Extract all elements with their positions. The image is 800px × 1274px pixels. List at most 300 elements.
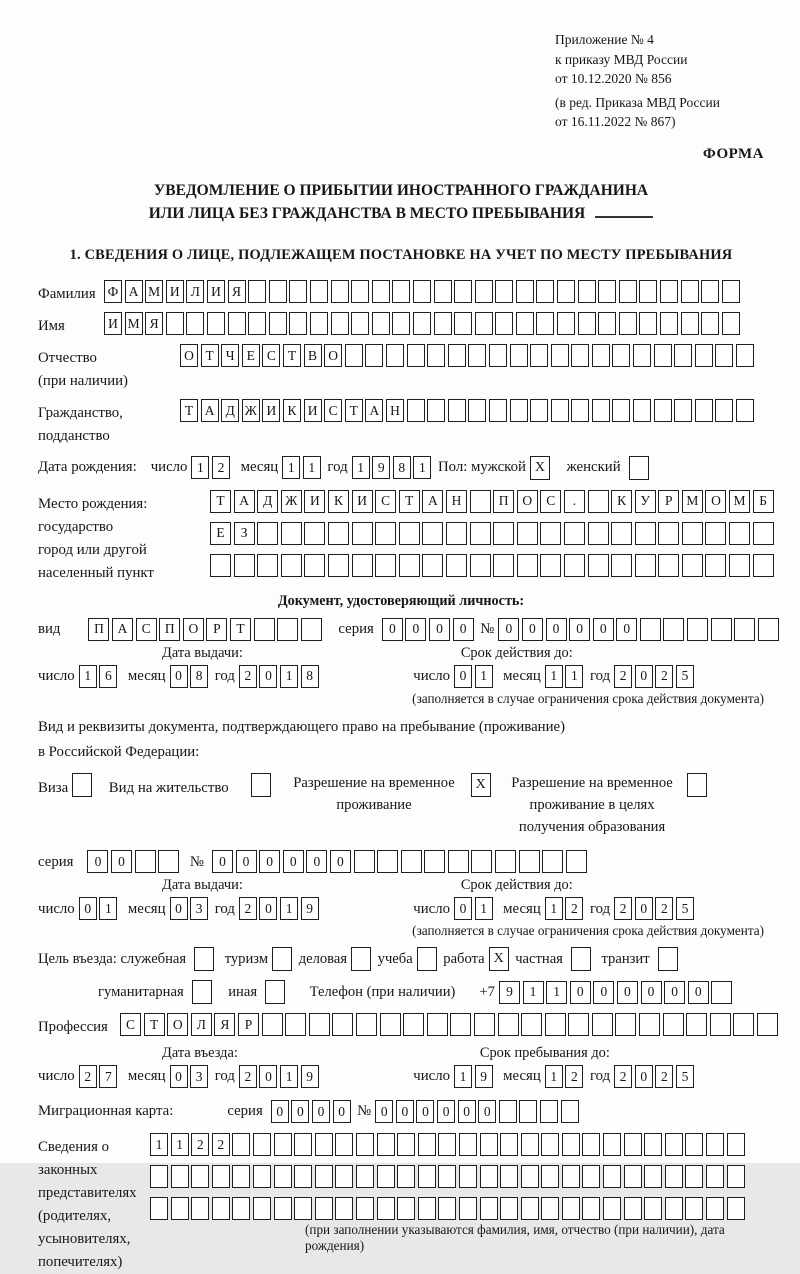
char-cell[interactable]	[232, 1133, 250, 1156]
char-cell[interactable]	[265, 980, 285, 1004]
char-cell[interactable]: 2	[614, 665, 632, 688]
char-cell[interactable]	[582, 1165, 600, 1188]
char-cell[interactable]	[253, 1133, 271, 1156]
char-cell[interactable]	[500, 1133, 518, 1156]
surname-field[interactable]	[104, 280, 742, 303]
humanitarian-checkbox[interactable]	[192, 980, 215, 1004]
char-cell[interactable]	[500, 1197, 518, 1220]
char-cell[interactable]: X	[530, 456, 550, 480]
char-cell[interactable]	[639, 312, 657, 335]
char-cell[interactable]: 0	[306, 850, 327, 873]
char-cell[interactable]: И	[304, 399, 322, 422]
char-cell[interactable]: 0	[170, 897, 188, 920]
char-cell[interactable]: Е	[242, 344, 260, 367]
char-cell[interactable]	[578, 312, 596, 335]
char-cell[interactable]: 2	[239, 897, 257, 920]
char-cell[interactable]: 2	[565, 897, 583, 920]
official-checkbox[interactable]	[194, 947, 217, 971]
char-cell[interactable]: 2	[212, 1133, 230, 1156]
char-cell[interactable]	[612, 399, 630, 422]
char-cell[interactable]: Ж	[281, 490, 302, 513]
char-cell[interactable]: 0	[522, 618, 543, 641]
char-cell[interactable]	[459, 1197, 477, 1220]
char-cell[interactable]	[251, 773, 271, 797]
char-cell[interactable]: А	[234, 490, 255, 513]
char-cell[interactable]	[186, 312, 204, 335]
char-cell[interactable]: 0	[312, 1100, 330, 1123]
char-cell[interactable]: 3	[190, 897, 208, 920]
char-cell[interactable]	[210, 554, 231, 577]
char-cell[interactable]	[736, 399, 754, 422]
stay-month-field[interactable]	[545, 1065, 586, 1088]
char-cell[interactable]: И	[207, 280, 225, 303]
char-cell[interactable]	[257, 554, 278, 577]
char-cell[interactable]	[695, 399, 713, 422]
char-cell[interactable]: П	[493, 490, 514, 513]
stay-year-field[interactable]	[614, 1065, 696, 1088]
char-cell[interactable]	[351, 312, 369, 335]
char-cell[interactable]	[407, 344, 425, 367]
char-cell[interactable]	[422, 522, 443, 545]
char-cell[interactable]: 5	[676, 897, 694, 920]
char-cell[interactable]	[715, 399, 733, 422]
visa-checkbox[interactable]	[72, 773, 95, 797]
char-cell[interactable]	[733, 1013, 754, 1036]
char-cell[interactable]: 1	[352, 456, 370, 479]
char-cell[interactable]	[438, 1133, 456, 1156]
private-checkbox[interactable]	[571, 947, 594, 971]
char-cell[interactable]	[448, 850, 469, 873]
char-cell[interactable]: 2	[239, 1065, 257, 1088]
char-cell[interactable]: X	[471, 773, 491, 797]
char-cell[interactable]	[582, 1197, 600, 1220]
doc-number-field[interactable]	[498, 618, 781, 641]
doc-valid-year-field[interactable]	[614, 665, 696, 688]
residence-permit-checkbox[interactable]	[251, 773, 274, 797]
char-cell[interactable]	[397, 1133, 415, 1156]
char-cell[interactable]: Я	[145, 312, 163, 335]
char-cell[interactable]	[166, 312, 184, 335]
char-cell[interactable]: 1	[150, 1133, 168, 1156]
char-cell[interactable]: Д	[221, 399, 239, 422]
char-cell[interactable]	[372, 280, 390, 303]
char-cell[interactable]	[592, 344, 610, 367]
char-cell[interactable]	[540, 1100, 558, 1123]
char-cell[interactable]: Н	[386, 399, 404, 422]
char-cell[interactable]: 0	[437, 1100, 455, 1123]
char-cell[interactable]	[413, 312, 431, 335]
char-cell[interactable]: М	[682, 490, 703, 513]
char-cell[interactable]: Ф	[104, 280, 122, 303]
char-cell[interactable]	[377, 1165, 395, 1188]
permit-number-field[interactable]	[212, 850, 590, 873]
char-cell[interactable]	[517, 522, 538, 545]
birthplace-field-row1[interactable]	[210, 490, 776, 513]
char-cell[interactable]	[639, 1013, 660, 1036]
char-cell[interactable]: К	[328, 490, 349, 513]
char-cell[interactable]: 0	[688, 981, 709, 1004]
char-cell[interactable]	[493, 522, 514, 545]
char-cell[interactable]	[571, 344, 589, 367]
char-cell[interactable]	[150, 1197, 168, 1220]
char-cell[interactable]	[470, 522, 491, 545]
char-cell[interactable]	[269, 312, 287, 335]
char-cell[interactable]	[685, 1165, 703, 1188]
birth-day-field[interactable]	[191, 456, 232, 479]
char-cell[interactable]	[248, 312, 266, 335]
doc-issue-year-field[interactable]	[239, 665, 321, 688]
char-cell[interactable]	[705, 554, 726, 577]
char-cell[interactable]	[665, 1133, 683, 1156]
char-cell[interactable]: Я	[228, 280, 246, 303]
char-cell[interactable]	[734, 618, 755, 641]
char-cell[interactable]	[315, 1133, 333, 1156]
char-cell[interactable]: 0	[635, 1065, 653, 1088]
char-cell[interactable]: 1	[280, 897, 298, 920]
char-cell[interactable]	[397, 1165, 415, 1188]
char-cell[interactable]	[521, 1013, 542, 1036]
char-cell[interactable]: 0	[498, 618, 519, 641]
char-cell[interactable]: Р	[238, 1013, 259, 1036]
char-cell[interactable]	[686, 1013, 707, 1036]
char-cell[interactable]	[592, 399, 610, 422]
entry-day-field[interactable]	[79, 1065, 120, 1088]
char-cell[interactable]: З	[234, 522, 255, 545]
char-cell[interactable]	[542, 850, 563, 873]
char-cell[interactable]	[701, 280, 719, 303]
char-cell[interactable]	[519, 1100, 537, 1123]
char-cell[interactable]	[644, 1133, 662, 1156]
char-cell[interactable]: П	[88, 618, 109, 641]
char-cell[interactable]	[729, 554, 750, 577]
char-cell[interactable]	[194, 947, 214, 971]
char-cell[interactable]: X	[489, 947, 509, 971]
char-cell[interactable]	[171, 1165, 189, 1188]
char-cell[interactable]: Е	[210, 522, 231, 545]
char-cell[interactable]: 0	[259, 1065, 277, 1088]
char-cell[interactable]	[568, 1013, 589, 1036]
char-cell[interactable]	[403, 1013, 424, 1036]
char-cell[interactable]	[665, 1197, 683, 1220]
char-cell[interactable]	[665, 1165, 683, 1188]
char-cell[interactable]: 0	[87, 850, 108, 873]
char-cell[interactable]	[399, 522, 420, 545]
char-cell[interactable]	[377, 1133, 395, 1156]
char-cell[interactable]	[711, 618, 732, 641]
char-cell[interactable]: 1	[523, 981, 544, 1004]
char-cell[interactable]: 1	[282, 456, 300, 479]
char-cell[interactable]: Т	[399, 490, 420, 513]
char-cell[interactable]	[722, 280, 740, 303]
char-cell[interactable]	[352, 554, 373, 577]
char-cell[interactable]: 2	[79, 1065, 97, 1088]
char-cell[interactable]: 1	[191, 456, 209, 479]
char-cell[interactable]: 0	[79, 897, 97, 920]
char-cell[interactable]: И	[352, 490, 373, 513]
char-cell[interactable]: А	[422, 490, 443, 513]
char-cell[interactable]	[356, 1165, 374, 1188]
study-checkbox[interactable]	[417, 947, 440, 971]
char-cell[interactable]: .	[564, 490, 585, 513]
char-cell[interactable]	[624, 1133, 642, 1156]
char-cell[interactable]: О	[183, 618, 204, 641]
char-cell[interactable]	[345, 344, 363, 367]
char-cell[interactable]	[377, 850, 398, 873]
char-cell[interactable]	[495, 312, 513, 335]
char-cell[interactable]	[475, 312, 493, 335]
char-cell[interactable]	[644, 1165, 662, 1188]
char-cell[interactable]	[328, 522, 349, 545]
char-cell[interactable]: С	[540, 490, 561, 513]
char-cell[interactable]	[658, 522, 679, 545]
char-cell[interactable]	[500, 1165, 518, 1188]
char-cell[interactable]	[629, 456, 649, 480]
char-cell[interactable]	[248, 280, 266, 303]
char-cell[interactable]	[427, 344, 445, 367]
char-cell[interactable]	[448, 344, 466, 367]
char-cell[interactable]: У	[635, 490, 656, 513]
char-cell[interactable]	[294, 1197, 312, 1220]
char-cell[interactable]	[418, 1133, 436, 1156]
char-cell[interactable]	[541, 1197, 559, 1220]
char-cell[interactable]	[674, 399, 692, 422]
char-cell[interactable]: 0	[664, 981, 685, 1004]
char-cell[interactable]	[301, 618, 322, 641]
char-cell[interactable]	[562, 1165, 580, 1188]
char-cell[interactable]	[727, 1197, 745, 1220]
char-cell[interactable]	[191, 1165, 209, 1188]
char-cell[interactable]	[551, 344, 569, 367]
char-cell[interactable]	[545, 1013, 566, 1036]
char-cell[interactable]: 0	[382, 618, 403, 641]
char-cell[interactable]	[356, 1133, 374, 1156]
char-cell[interactable]	[540, 554, 561, 577]
representatives-field-row3[interactable]	[150, 1197, 764, 1220]
char-cell[interactable]	[450, 1013, 471, 1036]
char-cell[interactable]	[654, 344, 672, 367]
char-cell[interactable]: 9	[372, 456, 390, 479]
birth-year-field[interactable]	[352, 456, 434, 479]
char-cell[interactable]	[729, 522, 750, 545]
char-cell[interactable]: 0	[259, 897, 277, 920]
char-cell[interactable]: 3	[190, 1065, 208, 1088]
char-cell[interactable]: 1	[171, 1133, 189, 1156]
entry-year-field[interactable]	[239, 1065, 321, 1088]
char-cell[interactable]: 0	[617, 981, 638, 1004]
char-cell[interactable]	[561, 1100, 579, 1123]
char-cell[interactable]	[459, 1165, 477, 1188]
char-cell[interactable]: О	[167, 1013, 188, 1036]
char-cell[interactable]: Т	[201, 344, 219, 367]
char-cell[interactable]	[418, 1165, 436, 1188]
char-cell[interactable]: О	[180, 344, 198, 367]
char-cell[interactable]: С	[136, 618, 157, 641]
char-cell[interactable]	[536, 280, 554, 303]
char-cell[interactable]	[397, 1197, 415, 1220]
char-cell[interactable]: Л	[186, 280, 204, 303]
char-cell[interactable]: 2	[655, 665, 673, 688]
char-cell[interactable]: 1	[546, 981, 567, 1004]
char-cell[interactable]	[624, 1165, 642, 1188]
char-cell[interactable]: Т	[144, 1013, 165, 1036]
doc-type-field[interactable]	[88, 618, 324, 641]
char-cell[interactable]	[331, 280, 349, 303]
char-cell[interactable]	[351, 280, 369, 303]
char-cell[interactable]	[309, 1013, 330, 1036]
char-cell[interactable]	[598, 280, 616, 303]
char-cell[interactable]: 2	[655, 1065, 673, 1088]
char-cell[interactable]: С	[375, 490, 396, 513]
char-cell[interactable]	[135, 850, 156, 873]
char-cell[interactable]	[272, 947, 292, 971]
char-cell[interactable]: 1	[454, 1065, 472, 1088]
char-cell[interactable]	[489, 344, 507, 367]
char-cell[interactable]	[695, 344, 713, 367]
char-cell[interactable]: 1	[475, 897, 493, 920]
char-cell[interactable]: 0	[212, 850, 233, 873]
char-cell[interactable]	[663, 1013, 684, 1036]
char-cell[interactable]	[571, 947, 591, 971]
char-cell[interactable]	[588, 554, 609, 577]
doc-issue-month-field[interactable]	[170, 665, 211, 688]
char-cell[interactable]	[499, 1100, 517, 1123]
char-cell[interactable]: 0	[616, 618, 637, 641]
char-cell[interactable]: И	[104, 312, 122, 335]
char-cell[interactable]	[294, 1165, 312, 1188]
char-cell[interactable]	[335, 1133, 353, 1156]
char-cell[interactable]	[470, 490, 491, 513]
char-cell[interactable]	[274, 1133, 292, 1156]
char-cell[interactable]	[495, 280, 513, 303]
char-cell[interactable]: 0	[170, 1065, 188, 1088]
char-cell[interactable]	[687, 618, 708, 641]
char-cell[interactable]: Л	[191, 1013, 212, 1036]
char-cell[interactable]	[758, 618, 779, 641]
char-cell[interactable]: 7	[99, 1065, 117, 1088]
char-cell[interactable]	[356, 1013, 377, 1036]
char-cell[interactable]	[564, 554, 585, 577]
char-cell[interactable]	[598, 312, 616, 335]
char-cell[interactable]: 1	[280, 665, 298, 688]
char-cell[interactable]	[446, 554, 467, 577]
char-cell[interactable]	[257, 522, 278, 545]
char-cell[interactable]: А	[201, 399, 219, 422]
work-checkbox[interactable]	[489, 947, 512, 971]
char-cell[interactable]	[332, 1013, 353, 1036]
char-cell[interactable]: 2	[614, 897, 632, 920]
char-cell[interactable]: Б	[753, 490, 774, 513]
other-purpose-checkbox[interactable]	[265, 980, 288, 1004]
transit-checkbox[interactable]	[658, 947, 681, 971]
permit-valid-year-field[interactable]	[614, 897, 696, 920]
char-cell[interactable]	[418, 1197, 436, 1220]
male-checkbox[interactable]	[530, 456, 553, 480]
char-cell[interactable]	[422, 554, 443, 577]
char-cell[interactable]: 1	[565, 665, 583, 688]
char-cell[interactable]: 0	[635, 665, 653, 688]
char-cell[interactable]	[438, 1197, 456, 1220]
char-cell[interactable]	[274, 1197, 292, 1220]
char-cell[interactable]: 0	[416, 1100, 434, 1123]
char-cell[interactable]	[603, 1133, 621, 1156]
char-cell[interactable]	[454, 312, 472, 335]
char-cell[interactable]: 0	[593, 618, 614, 641]
char-cell[interactable]: 0	[454, 665, 472, 688]
char-cell[interactable]	[372, 312, 390, 335]
char-cell[interactable]	[434, 280, 452, 303]
char-cell[interactable]: А	[112, 618, 133, 641]
char-cell[interactable]	[377, 1197, 395, 1220]
char-cell[interactable]	[386, 344, 404, 367]
char-cell[interactable]: 9	[499, 981, 520, 1004]
birthplace-field-row3[interactable]	[210, 554, 776, 577]
char-cell[interactable]	[640, 618, 661, 641]
char-cell[interactable]	[281, 554, 302, 577]
char-cell[interactable]: И	[304, 490, 325, 513]
char-cell[interactable]: 0	[259, 665, 277, 688]
representatives-field-row1[interactable]	[150, 1133, 764, 1156]
phone-field[interactable]	[499, 981, 735, 1004]
char-cell[interactable]	[681, 312, 699, 335]
char-cell[interactable]	[315, 1165, 333, 1188]
char-cell[interactable]: П	[159, 618, 180, 641]
char-cell[interactable]	[639, 280, 657, 303]
char-cell[interactable]: К	[611, 490, 632, 513]
char-cell[interactable]: 2	[212, 456, 230, 479]
char-cell[interactable]	[566, 850, 587, 873]
char-cell[interactable]	[516, 280, 534, 303]
char-cell[interactable]	[438, 1165, 456, 1188]
char-cell[interactable]	[434, 312, 452, 335]
char-cell[interactable]	[727, 1165, 745, 1188]
char-cell[interactable]	[407, 399, 425, 422]
char-cell[interactable]	[541, 1133, 559, 1156]
char-cell[interactable]	[582, 1133, 600, 1156]
char-cell[interactable]	[352, 522, 373, 545]
char-cell[interactable]	[633, 344, 651, 367]
birth-month-field[interactable]	[282, 456, 323, 479]
char-cell[interactable]	[615, 1013, 636, 1036]
char-cell[interactable]	[660, 312, 678, 335]
char-cell[interactable]	[294, 1133, 312, 1156]
char-cell[interactable]: 1	[545, 897, 563, 920]
char-cell[interactable]: 0	[333, 1100, 351, 1123]
char-cell[interactable]: 0	[429, 618, 450, 641]
char-cell[interactable]	[654, 399, 672, 422]
char-cell[interactable]	[212, 1197, 230, 1220]
char-cell[interactable]	[663, 618, 684, 641]
char-cell[interactable]	[685, 1133, 703, 1156]
char-cell[interactable]	[706, 1165, 724, 1188]
char-cell[interactable]	[682, 554, 703, 577]
char-cell[interactable]: 8	[301, 665, 319, 688]
char-cell[interactable]: Я	[214, 1013, 235, 1036]
char-cell[interactable]: В	[304, 344, 322, 367]
char-cell[interactable]: 0	[635, 897, 653, 920]
entry-month-field[interactable]	[170, 1065, 211, 1088]
char-cell[interactable]	[674, 344, 692, 367]
char-cell[interactable]	[619, 312, 637, 335]
char-cell[interactable]	[495, 850, 516, 873]
char-cell[interactable]: 0	[236, 850, 257, 873]
char-cell[interactable]	[489, 399, 507, 422]
female-checkbox[interactable]	[629, 456, 652, 480]
char-cell[interactable]	[470, 554, 491, 577]
char-cell[interactable]	[562, 1133, 580, 1156]
citizenship-field[interactable]	[180, 399, 757, 422]
char-cell[interactable]: 1	[303, 456, 321, 479]
char-cell[interactable]: 0	[641, 981, 662, 1004]
